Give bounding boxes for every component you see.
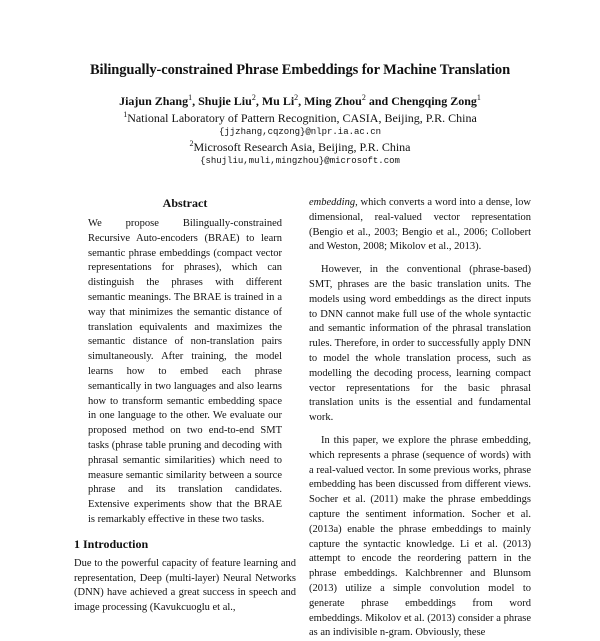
- right-column: [309, 196, 531, 641]
- author-name: Chengqing Zong: [391, 94, 477, 108]
- author-name: Mu Li: [261, 94, 295, 108]
- author-name: Jiajun Zhang: [119, 94, 189, 108]
- right-paragraph-1-text: , which converts a word into a dense, low dimensional, real-valued vector representation (Bengio et al., 2003; Bengio et al., 2006; Collobert and Weston, 2008; Mikolov et al., 2013).: [309, 197, 531, 253]
- author-name: Ming Zhou: [304, 94, 362, 108]
- paper-title: Bilingually-constrained Phrase Embeddings for Machine Translation: [89, 62, 511, 78]
- affiliation-mark: 2: [189, 139, 194, 148]
- author-separator: ,: [298, 94, 305, 108]
- author-aff-mark: 2: [361, 93, 366, 102]
- author-name: Shujie Liu: [198, 94, 252, 108]
- affiliation-2: [0, 139, 600, 155]
- author-aff-mark: 1: [188, 93, 193, 102]
- author-aff-mark: 2: [251, 93, 256, 102]
- author-separator: and: [365, 94, 392, 108]
- section-1-heading: 1 Introduction: [74, 536, 149, 551]
- author-separator: ,: [255, 94, 262, 108]
- abstract-text: We propose Bilingually-constrained Recursive Auto-encoders (BRAE) to learn semantic phrase embeddings (compact vector representations for phrases), which can distinguish the phrases with different semantic meanings. The BRAE is trained in a way that minimizes the semantic distance of translation equivalents and maximizes the semantic distance of non-translation pairs simultaneously. After training, the model learns how to embed each phrase semantically in two languages and also learns how to transform semantic embedding space in one language to the other. We evaluate our proposed method on two end-to-end SMT tasks (phrase table pruning and decoding with phrasal semantic similarities) which need to measure semantic similarity between a source phrase and its translation candidates. Extensive experiments show that the BRAE is remarkably effective in these two tasks.: [88, 218, 282, 525]
- right-paragraph-1: [309, 196, 531, 255]
- affiliation-name: National Laboratory of Pattern Recognition, CASIA, Beijing, P.R. China: [127, 111, 477, 125]
- emphasis-embedding: embedding: [309, 197, 356, 208]
- author-separator: ,: [192, 94, 199, 108]
- intro-paragraph-1: Due to the powerful capacity of feature learning and representation, Deep (multi-layer) Neural Networks (DNN) have achieved a great success in speech and image processing (Kavukcuoglu et al.,: [74, 557, 296, 614]
- author-aff-mark: 2: [294, 93, 299, 102]
- affiliation-1-email: {jjzhang,cqzong}@nlpr.ia.ac.cn: [218, 127, 382, 137]
- left-column: [74, 196, 296, 616]
- affiliation-mark: 1: [123, 110, 128, 119]
- author-aff-mark: 1: [476, 93, 481, 102]
- affiliation-name: Microsoft Research Asia, Beijing, P.R. China: [193, 140, 411, 154]
- right-paragraph-3: In this paper, we explore the phrase embedding, which represents a phrase (sequence of words) with a real-valued vector. In some previous works, phrase embedding has been discussed from different views. Socher et al. (2011) make the phrase embeddings capture the sentiment information. Socher et al. (2013a) enable the phrase embeddings to mainly capture the syntactic knowledge. Li et al. (2013) attempt to encode the reordering pattern in the phrase embeddings. Kalchbrenner and Blunsom (2013) utilize a simple convolution model to generate phrase embeddings from word embeddings. Mikolov et al. (2013) consider a phrase as an indivisible n-gram. Obviously, these: [309, 434, 531, 639]
- affiliation-2-email: {shujliu,muli,mingzhou}@microsoft.com: [200, 156, 400, 166]
- right-paragraph-2: However, in the conventional (phrase-based) SMT, phrases are the basic translation units. The models using word embeddings as the direct inputs to DNN cannot make full use of the whole syntactic and semantic information of the phrasal translation rules. Therefore, in order to successfully apply DNN to model the whole translation process, such as modelling the decoding process, learning compact vector representations for the basic phrasal translation units is the essential and fundamental work.: [309, 264, 531, 424]
- author-list: [0, 93, 600, 109]
- affiliation-1: [0, 110, 600, 126]
- abstract-heading: Abstract: [162, 196, 208, 210]
